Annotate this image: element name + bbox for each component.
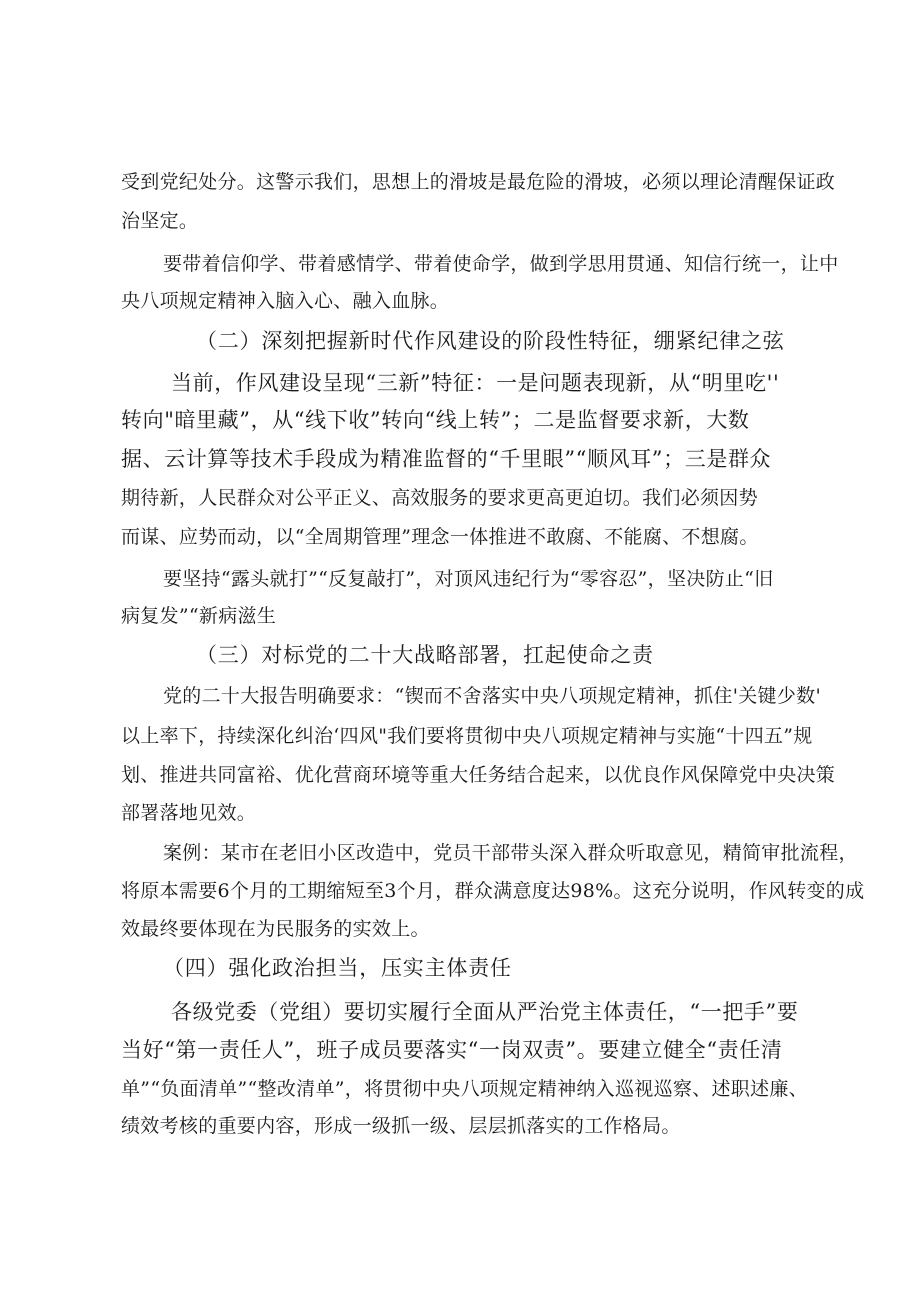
section-heading-3: （三）对标党的二十大战略部署，扛起使命之责 — [196, 643, 654, 667]
paragraph-line: 将原本需要6个月的工期缩短至3个月，群众满意度达98%。这充分说明，作风转变的成 — [121, 880, 865, 902]
section-heading-2: （二）深刻把握新时代作风建设的阶段性特征，绷紧纪律之弦 — [196, 329, 785, 353]
paragraph-line: 部署落地见效。 — [121, 802, 257, 824]
paragraph-line: 治坚定。 — [121, 210, 199, 232]
paragraph-line: 要坚持“露头就打”“反复敲打”，对顶风违纪行为“零容忍”，坚决防止“旧 — [163, 568, 774, 590]
paragraph-line: 以上率下，持续深化纠治‘四风"我们要将贯彻中央八项规定精神与实施“十四五”规 — [121, 725, 813, 747]
paragraph-line: 各级党委（党组）要切实履行全面从严治党主体责任，“一把手”要 — [171, 1000, 799, 1024]
paragraph-line: 效最终要体现在为民服务的实效上。 — [121, 918, 430, 940]
paragraph-line: 要带着信仰学、带着感情学、带着使命学，做到学思用贯通、知信行统一，让中 — [163, 253, 839, 275]
paragraph-line: 绩效考核的重要内容，形成一级抓一级、层层抓落实的工作格局。 — [121, 1115, 681, 1137]
paragraph-line: 单”“负面清单”“整改清单”，将贯彻中央八项规定精神纳入巡视巡察、述职述廉、 — [121, 1078, 808, 1100]
paragraph-line: 当前，作风建设呈现“三新”特征：一是问题表现新，从“明里吃'' — [171, 371, 780, 395]
paragraph-line: 案例：某市在老旧小区改造中，党员干部带头深入群众听取意见，精简审批流程， — [163, 842, 858, 864]
paragraph-line: 转向"暗里藏”，从“线下收”转向“线上转”；二是监督要求新，大数 — [121, 408, 750, 432]
paragraph-line: 当好“第一责任人”，班子成员要落实“一岗双责”。要建立健全“责任清 — [121, 1038, 783, 1062]
paragraph-line: 党的二十大报告明确要求：“锲而不舍落实中央八项规定精神，抓住'关键少数' — [163, 685, 821, 707]
paragraph-line: 划、推进共同富裕、优化营商环境等重大任务结合起来，以优良作风保障党中央决策 — [121, 764, 836, 786]
paragraph-line: 据、云计算等技术手段成为精准监督的“千里眼”“顺风耳”；三是群众 — [121, 447, 772, 471]
paragraph-line: 病复发”“新病滋生 — [121, 605, 277, 627]
section-heading-4: （四）强化政治担当，压实主体责任 — [163, 956, 512, 980]
paragraph-line: 而谋、应势而动，以“全周期管理”理念一体推进不敢腐、不能腐、不想腐。 — [121, 526, 759, 548]
paragraph-line: 受到党纪处分。这警示我们，思想上的滑坡是最危险的滑坡，必须以理论清醒保证政 — [121, 171, 836, 193]
paragraph-line: 央八项规定精神入脑入心、融入血脉。 — [121, 290, 450, 312]
paragraph-line: 期待新，人民群众对公平正义、高效服务的要求更高更迫切。我们必须因势 — [121, 487, 758, 509]
